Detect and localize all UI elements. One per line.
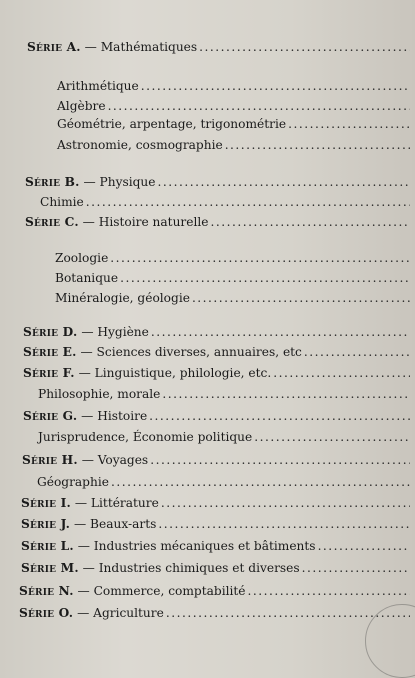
dot-leader bbox=[86, 195, 410, 209]
list-item bbox=[57, 79, 410, 93]
list-item bbox=[21, 496, 410, 510]
dot-leader bbox=[192, 291, 410, 305]
series-label: Série I. bbox=[21, 496, 71, 510]
dot-leader bbox=[111, 475, 410, 489]
dot-leader bbox=[248, 584, 411, 598]
list-item bbox=[27, 40, 410, 54]
dot-leader bbox=[162, 387, 410, 401]
series-label: Série B. bbox=[25, 175, 80, 189]
series-label: Série J. bbox=[21, 517, 71, 531]
series-title: — Voyages bbox=[81, 453, 149, 467]
list-item bbox=[25, 175, 410, 189]
series-title: — Industries chimiques et diverses bbox=[82, 561, 300, 575]
series-label: Série F. bbox=[23, 366, 75, 380]
list-item bbox=[23, 409, 410, 423]
series-title: — Commerce, comptabilité bbox=[77, 584, 246, 598]
series-label: Série O. bbox=[19, 606, 74, 620]
dot-leader bbox=[304, 345, 410, 359]
subject-title: Géographie bbox=[37, 475, 109, 489]
dot-leader bbox=[110, 251, 410, 265]
list-item bbox=[55, 251, 410, 265]
list-item bbox=[57, 117, 410, 131]
series-label: Série A. bbox=[27, 40, 81, 54]
series-title: — Agriculture bbox=[77, 606, 164, 620]
dot-leader bbox=[273, 366, 410, 380]
series-label: Série E. bbox=[23, 345, 77, 359]
series-title: — Littérature bbox=[74, 496, 159, 510]
series-label: Série N. bbox=[19, 584, 74, 598]
list-item bbox=[57, 99, 410, 113]
series-label: Série D. bbox=[23, 325, 78, 339]
dot-leader bbox=[302, 561, 410, 575]
list-item bbox=[57, 138, 410, 152]
dot-leader bbox=[108, 99, 410, 113]
series-title: — Beaux-arts bbox=[74, 517, 157, 531]
series-title: — Sciences diverses, annuaires, etc bbox=[80, 345, 302, 359]
series-title: — Industries mécaniques et bâtiments bbox=[77, 539, 316, 553]
dot-leader bbox=[210, 215, 410, 229]
list-item bbox=[21, 561, 410, 575]
dot-leader bbox=[158, 175, 411, 189]
dot-leader bbox=[149, 409, 410, 423]
subject-title: Géométrie, arpentage, trigonométrie bbox=[57, 117, 287, 131]
subject-title: Zoologie bbox=[55, 251, 109, 265]
list-item bbox=[25, 215, 410, 229]
dot-leader bbox=[199, 40, 410, 54]
list-item bbox=[40, 195, 410, 209]
subject-title: Jurisprudence, Économie politique bbox=[38, 430, 253, 444]
subject-title: Astronomie, cosmographie bbox=[57, 138, 223, 152]
list-item bbox=[19, 606, 410, 620]
series-label: Série L. bbox=[21, 539, 74, 553]
subject-title: Chimie bbox=[40, 195, 84, 209]
dot-leader bbox=[288, 117, 410, 131]
series-title: — Hygiène bbox=[81, 325, 149, 339]
dot-leader bbox=[161, 496, 410, 510]
list-item bbox=[55, 291, 410, 305]
subject-title: Botanique bbox=[55, 271, 119, 285]
series-title: — Histoire naturelle bbox=[82, 215, 209, 229]
list-item bbox=[22, 453, 410, 467]
dot-leader bbox=[151, 325, 410, 339]
series-title: — Mathématiques bbox=[84, 40, 198, 54]
list-item bbox=[19, 584, 410, 598]
list-item bbox=[23, 325, 410, 339]
list-item bbox=[21, 539, 410, 553]
subject-title: Minéralogie, géologie bbox=[55, 291, 190, 305]
list-item bbox=[38, 387, 410, 401]
dot-leader bbox=[120, 271, 410, 285]
list-item bbox=[55, 271, 410, 285]
list-item bbox=[23, 366, 410, 380]
dot-leader bbox=[158, 517, 410, 531]
list-item bbox=[37, 475, 410, 489]
dot-leader bbox=[225, 138, 410, 152]
dot-leader bbox=[150, 453, 410, 467]
series-label: Série G. bbox=[23, 409, 78, 423]
dot-leader bbox=[254, 430, 410, 444]
subject-title: Arithmétique bbox=[57, 79, 139, 93]
series-title: — Histoire bbox=[81, 409, 148, 423]
series-title: — Physique bbox=[83, 175, 156, 189]
subject-title: Philosophie, morale bbox=[38, 387, 161, 401]
list-item bbox=[23, 345, 410, 359]
series-label: Série M. bbox=[21, 561, 79, 575]
series-label: Série C. bbox=[25, 215, 79, 229]
list-item bbox=[38, 430, 410, 444]
subject-title: Algèbre bbox=[57, 99, 106, 113]
dot-leader bbox=[318, 539, 410, 553]
list-item bbox=[21, 517, 410, 531]
series-label: Série H. bbox=[22, 453, 78, 467]
series-title: — Linguistique, philologie, etc. bbox=[78, 366, 272, 380]
dot-leader bbox=[141, 79, 410, 93]
